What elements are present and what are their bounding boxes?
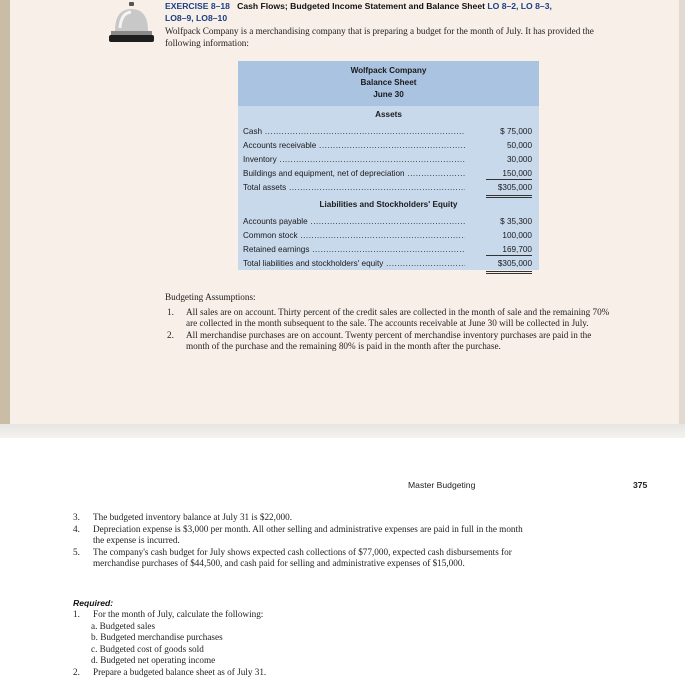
list-item [73,547,525,569]
table-row [238,139,539,153]
item-number: 5. [73,547,80,557]
row-label: Total assets ..... [243,181,465,195]
list-item [73,609,525,621]
row-label: Accounts receivable ..... [243,139,465,153]
item-number: 1. [73,609,80,619]
row-label: Retained earnings ..... [243,243,465,257]
sub-item: a. Budgeted sales [91,620,156,631]
item-text: All merchandise purchases are on account. Twenty percent of merchandise inventory purchases are paid in the month of the purchase and the remaining 80% is paid in the month after the purchase. [186,330,592,351]
budgeting-assumptions-list [165,307,613,353]
row-amount: 50,000 [506,141,532,150]
page-edge-right [679,0,685,424]
page-edge-left [0,0,10,424]
row-amount: $ 75,000 [500,127,532,136]
subtotal-rule [486,255,532,256]
sub-item: b. Budgeted merchandise purchases [91,632,223,643]
required-list [73,609,525,679]
statement-date: June 30 [373,90,404,99]
company-name: Wolfpack Company [350,66,427,75]
list-item [73,667,525,679]
table-row [238,243,539,257]
table-row [238,167,539,181]
exercise-number: EXERCISE 8–18 [165,1,230,11]
row-label: Accounts payable ..... [243,215,465,229]
page-divider [0,424,685,438]
exercise-title: Cash Flows; Budgeted Income Statement and Balance Sheet [237,1,485,11]
table-row-total [238,257,539,271]
row-label: Total liabilities and stockholders' equity ..... [243,257,465,271]
item-text: The company's cash budget for July shows expected cash collections of $77,000, expected cash disbursements for merchandise purchases of $44,500, and cash paid for selling and administrative expenses of $15,000. [93,547,512,568]
learning-objectives-2: LO8–9, LO8–10 [165,13,228,23]
item-number: 2. [73,666,80,677]
subtotal-rule [486,179,532,180]
list-item [73,524,525,546]
assets-heading: Assets [375,110,402,119]
balance-sheet-table [238,61,539,270]
row-amount: 169,700 [502,245,532,254]
total-double-rule [486,193,532,198]
row-amount: 100,000 [502,231,532,240]
item-number: 2. [167,330,174,340]
exercise-heading [165,1,552,11]
item-text: Depreciation expense is $3,000 per month. All other selling and administrative expenses are paid in full in the month the expense is incurred. [93,524,523,545]
table-row [238,229,539,243]
service-bell-icon [108,0,154,44]
sub-item: d. Budgeted net operating income [91,655,216,666]
statement-name: Balance Sheet [360,78,417,87]
table-row [238,153,539,167]
list-item [165,330,613,352]
budgeting-assumptions-continued [73,512,525,570]
row-amount: $ 35,300 [500,217,532,226]
budgeting-assumptions-title: Budgeting Assumptions: [165,292,256,302]
item-text: The budgeted inventory balance at July 31 is $22,000. [93,512,293,522]
running-header: Master Budgeting [408,480,476,490]
sub-item: c. Budgeted cost of goods sold [91,643,204,654]
learning-objectives-1: LO 8–2, LO 8–3, [487,1,552,11]
row-amount: $305,000 [497,259,532,268]
row-label: Buildings and equipment, net of depreciation ..... [243,167,465,181]
table-row [238,125,539,139]
row-amount: 150,000 [502,169,532,178]
required-heading: Required: [73,598,114,608]
row-amount: $305,000 [497,183,532,192]
row-label: Common stock ..... [243,229,465,243]
item-text: All sales are on account. Thirty percent of the credit sales are collected in the month of sale and the remaining 70% are collected in the month subsequent to the sale. The accounts receivable at June 30 will be collected in July. [186,307,610,328]
balance-sheet-header [238,61,539,106]
row-label: Inventory ..... [243,153,465,167]
item-number: 3. [73,512,80,522]
item-text: For the month of July, calculate the following: [93,609,264,619]
total-double-rule [486,269,532,274]
item-number: 4. [73,524,80,534]
list-item [73,512,525,523]
liabilities-heading: Liabilities and Stockholders' Equity [319,200,458,209]
item-number: 1. [167,307,174,317]
exercise-intro: Wolfpack Company is a merchandising company that is preparing a budget for the month of July. It has provided the following information: [165,26,594,48]
row-label: Cash ..... [243,125,465,139]
table-row [238,215,539,229]
row-amount: 30,000 [506,155,532,164]
page-number: 375 [633,480,648,490]
list-item [165,307,613,329]
item-text: Prepare a budgeted balance sheet as of July 31. [93,666,267,677]
table-row-total [238,181,539,195]
